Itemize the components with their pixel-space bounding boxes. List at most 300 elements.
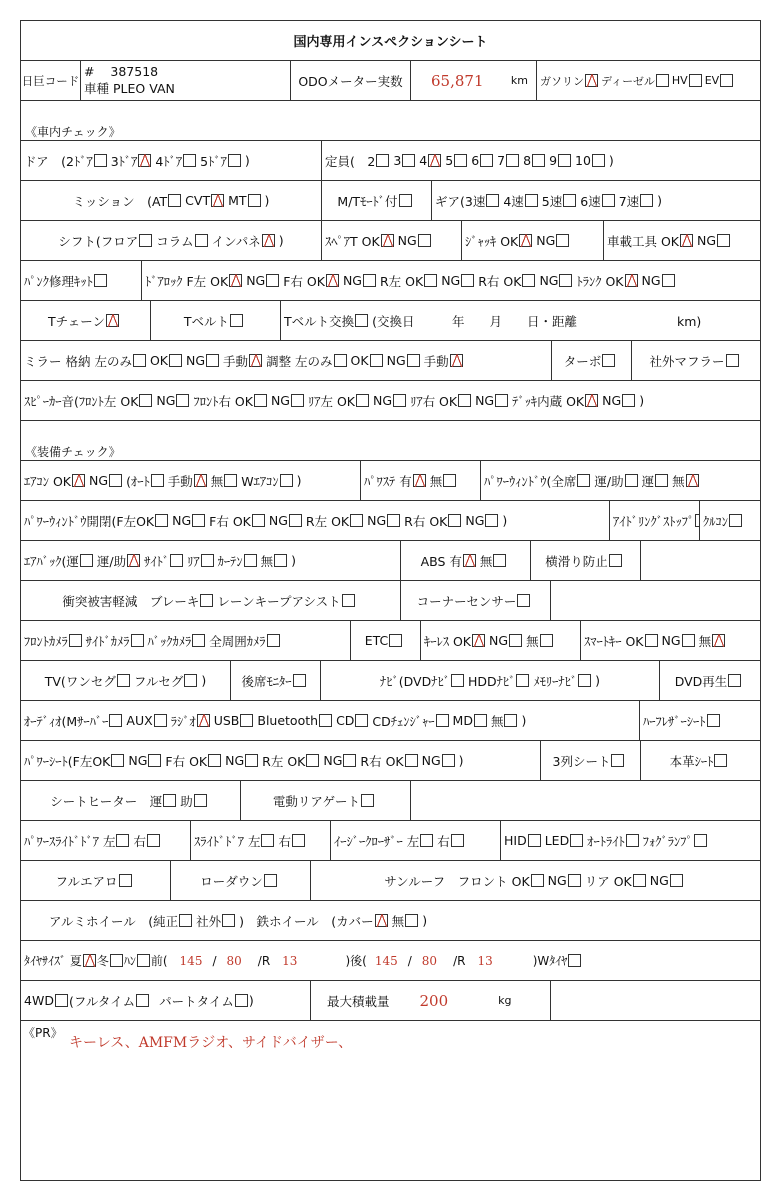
option-label: AUX	[126, 713, 153, 728]
checkbox[interactable]	[563, 194, 576, 207]
option-label: レーンキープアシスト	[217, 593, 341, 609]
checkbox[interactable]	[267, 634, 280, 647]
option-label: ｻｲﾄﾞ	[144, 553, 170, 569]
checkbox[interactable]	[222, 914, 235, 927]
tire-row	[21, 941, 760, 981]
fuel-option-label: ガソリン	[540, 74, 584, 88]
pr-text: キーレス、AMFMラジオ、サイドバイザー、	[69, 1035, 353, 1051]
checkbox[interactable]	[319, 714, 332, 727]
checkbox[interactable]	[405, 914, 418, 927]
checkbox[interactable]	[577, 474, 590, 487]
option-label: ミラー 格納 左のみ	[24, 353, 132, 369]
checklist-cell	[21, 861, 171, 900]
checked-checkbox[interactable]	[194, 474, 207, 487]
checkbox[interactable]	[707, 714, 720, 727]
checkbox[interactable]	[405, 754, 418, 767]
checkbox[interactable]	[342, 594, 355, 607]
rear-tire-width: 145	[374, 953, 398, 968]
checkbox[interactable]	[694, 834, 707, 847]
checkbox[interactable]	[155, 514, 168, 527]
fuel-3-checkbox[interactable]	[720, 74, 733, 87]
checkbox[interactable]	[194, 794, 207, 807]
checkbox[interactable]	[206, 354, 219, 367]
option-label: 無	[391, 913, 405, 929]
checkbox[interactable]	[306, 754, 319, 767]
checklist-row	[21, 781, 760, 821]
checkbox[interactable]	[208, 754, 221, 767]
checkbox[interactable]	[94, 154, 107, 167]
checkbox[interactable]	[376, 154, 389, 167]
checkbox[interactable]	[670, 874, 683, 887]
checkbox[interactable]	[200, 594, 213, 607]
option-label: 5速	[541, 193, 563, 209]
checklist-cell	[641, 741, 760, 780]
option-label: ) 鉄ホイール (カバー	[239, 913, 374, 929]
checkbox[interactable]	[645, 634, 658, 647]
checkbox[interactable]	[245, 754, 258, 767]
option-label: 右	[133, 833, 146, 849]
option-label: R左 OK	[262, 753, 306, 769]
option-label: 本革ｼｰﾄ	[669, 753, 714, 769]
option-label: ﾊﾟﾝｸ修理ｷｯﾄ	[24, 273, 93, 289]
option-label: )	[502, 513, 508, 528]
checklist-cell	[581, 621, 760, 660]
checkbox[interactable]	[662, 274, 675, 287]
checkbox[interactable]	[558, 154, 571, 167]
checklist-cell	[551, 581, 760, 620]
option-label: 電動リアゲート	[272, 793, 361, 809]
checkbox[interactable]	[493, 554, 506, 567]
checkbox[interactable]	[109, 474, 122, 487]
option-label: ミッション (AT	[72, 193, 168, 209]
checkbox[interactable]	[292, 834, 305, 847]
checked-checkbox[interactable]	[262, 234, 275, 247]
option-label: 6	[471, 153, 480, 168]
checked-checkbox[interactable]	[138, 154, 151, 167]
empty-cell	[551, 981, 760, 1020]
option-label: 社外	[196, 913, 222, 929]
checkbox[interactable]	[350, 514, 363, 527]
checkbox[interactable]	[244, 554, 257, 567]
checkbox[interactable]	[163, 794, 176, 807]
option-label: NG	[323, 753, 343, 768]
checklist-cell	[660, 661, 760, 700]
checklist-cell	[604, 221, 760, 260]
checked-checkbox[interactable]	[375, 914, 388, 927]
checkbox[interactable]	[570, 834, 583, 847]
checkbox[interactable]	[356, 394, 369, 407]
checked-checkbox[interactable]	[472, 634, 485, 647]
option-label: 右	[437, 833, 450, 849]
option-label: 無	[479, 553, 493, 569]
checkbox[interactable]	[111, 754, 124, 767]
checkbox[interactable]	[517, 594, 530, 607]
checkbox[interactable]	[343, 754, 356, 767]
checked-checkbox[interactable]	[585, 394, 598, 407]
checked-checkbox[interactable]	[381, 234, 394, 247]
checkbox[interactable]	[509, 634, 522, 647]
option-label: 4速	[503, 193, 524, 209]
checklist-cell	[21, 741, 541, 780]
pr-heading: 《PR》	[23, 1026, 63, 1040]
fuel-1-checkbox[interactable]	[656, 74, 669, 87]
option-label: NG	[649, 873, 669, 888]
checked-checkbox[interactable]	[211, 194, 224, 207]
option-label: )	[608, 153, 614, 168]
checkbox[interactable]	[179, 914, 192, 927]
checkbox[interactable]	[147, 834, 160, 847]
checkbox[interactable]	[230, 314, 243, 327]
checkbox[interactable]	[94, 274, 107, 287]
checkbox[interactable]	[532, 154, 545, 167]
option-label: ﾊﾞｯｸｶﾒﾗ	[147, 633, 192, 649]
option-label: ﾌﾛﾝﾄ右 OK	[193, 393, 253, 409]
checkbox[interactable]	[407, 354, 420, 367]
checklist-cell	[462, 221, 604, 260]
checked-checkbox[interactable]	[428, 154, 441, 167]
option-label: ﾊﾟﾜｰｳｨﾝﾄﾞｳ開閉(F左OK	[24, 513, 155, 529]
fulltime-label: (フルタイム	[68, 993, 136, 1009]
option-label: 衝突被害軽減 ブレーキ	[62, 593, 200, 609]
option-label: LED	[544, 833, 570, 848]
checkbox[interactable]	[525, 194, 538, 207]
checkbox[interactable]	[131, 634, 144, 647]
rear-tire-label: )後(	[345, 954, 367, 968]
checkbox[interactable]	[169, 354, 182, 367]
checkbox[interactable]	[201, 554, 214, 567]
checkbox[interactable]	[611, 754, 624, 767]
checked-checkbox[interactable]	[519, 234, 532, 247]
option-label: フルセグ	[133, 673, 184, 689]
checked-checkbox[interactable]	[72, 474, 85, 487]
summer-tire-checkbox[interactable]	[83, 954, 96, 967]
option-label: 調整 左のみ	[266, 353, 333, 369]
checkbox[interactable]	[578, 674, 591, 687]
han-tire-checkbox[interactable]	[137, 954, 150, 967]
checkbox[interactable]	[442, 754, 455, 767]
fuel-2-checkbox[interactable]	[689, 74, 702, 87]
checklist-cell	[481, 461, 760, 500]
checkbox[interactable]	[461, 274, 474, 287]
option-label: ターボ	[563, 353, 602, 369]
checked-checkbox[interactable]	[450, 354, 463, 367]
checkbox[interactable]	[424, 274, 437, 287]
front-tire-label: 前(	[150, 954, 168, 968]
checked-checkbox[interactable]	[680, 234, 693, 247]
checkbox[interactable]	[370, 354, 383, 367]
option-label: )	[657, 193, 663, 208]
checkbox[interactable]	[387, 514, 400, 527]
checklist-row	[21, 181, 760, 221]
checkbox[interactable]	[602, 194, 615, 207]
option-label: 助	[180, 793, 193, 809]
checkbox[interactable]	[119, 874, 132, 887]
checkbox[interactable]	[133, 354, 146, 367]
section-interior-heading: 《車内チェック》	[25, 125, 121, 139]
checkbox[interactable]	[280, 474, 293, 487]
checkbox[interactable]	[625, 474, 638, 487]
checklist-row	[21, 821, 760, 861]
checked-checkbox[interactable]	[625, 274, 638, 287]
checkbox[interactable]	[402, 154, 415, 167]
checkbox[interactable]	[451, 834, 464, 847]
checkbox[interactable]	[228, 154, 241, 167]
checkbox[interactable]	[516, 674, 529, 687]
checkbox[interactable]	[274, 554, 287, 567]
checkbox[interactable]	[480, 154, 493, 167]
fulltime-checkbox[interactable]	[136, 994, 149, 1007]
checkbox[interactable]	[240, 714, 253, 727]
checklist-row	[21, 141, 760, 181]
checklist-cell	[21, 821, 191, 860]
option-label: ﾊﾟﾜｽﾃ 有	[364, 473, 412, 489]
option-label: NG	[547, 873, 567, 888]
checkbox[interactable]	[504, 714, 517, 727]
checkbox[interactable]	[531, 874, 544, 887]
checkbox[interactable]	[355, 714, 368, 727]
checkbox[interactable]	[451, 674, 464, 687]
checkbox[interactable]	[485, 514, 498, 527]
checkbox[interactable]	[389, 634, 402, 647]
tire-size-label: ﾀｲﾔｻｲｽﾞ 夏	[24, 954, 82, 968]
option-label: NG	[373, 393, 393, 408]
checkbox[interactable]	[69, 634, 82, 647]
checklist-cell	[241, 781, 411, 820]
checkbox[interactable]	[254, 394, 267, 407]
checkbox[interactable]	[148, 754, 161, 767]
checkbox[interactable]	[540, 634, 553, 647]
front-rim-label: /R	[257, 953, 271, 968]
winter-tire-label: 冬	[96, 954, 109, 968]
option-label: NG	[421, 753, 441, 768]
checkbox[interactable]	[355, 314, 368, 327]
w-tire-checkbox[interactable]	[568, 954, 581, 967]
checkbox[interactable]	[728, 674, 741, 687]
option-label: ｸﾙｺﾝ	[703, 513, 729, 529]
winter-tire-checkbox[interactable]	[110, 954, 123, 967]
checkbox[interactable]	[139, 394, 152, 407]
option-label: ﾘｱ左 OK	[308, 393, 356, 409]
checked-checkbox[interactable]	[712, 634, 725, 647]
checked-checkbox[interactable]	[197, 714, 210, 727]
option-label: R右 OK	[360, 753, 404, 769]
checked-checkbox[interactable]	[413, 474, 426, 487]
checkbox[interactable]	[168, 194, 181, 207]
option-label: ABS 有	[420, 553, 462, 569]
checkbox[interactable]	[729, 514, 742, 527]
checkbox[interactable]	[361, 794, 374, 807]
option-label: USB	[213, 713, 240, 728]
checked-checkbox[interactable]	[229, 274, 242, 287]
checkbox[interactable]	[154, 714, 167, 727]
checkbox[interactable]	[261, 834, 274, 847]
checkbox[interactable]	[80, 554, 93, 567]
checklist-cell	[171, 861, 311, 900]
checkbox[interactable]	[393, 394, 406, 407]
checkbox[interactable]	[109, 714, 122, 727]
checkbox[interactable]	[486, 194, 499, 207]
checkbox[interactable]	[592, 154, 605, 167]
checkbox[interactable]	[454, 154, 467, 167]
option-label: 無	[210, 473, 224, 489]
checkbox[interactable]	[714, 754, 727, 767]
checklist-cell	[191, 821, 331, 860]
odo-label: ODOメーター実数	[291, 61, 411, 100]
checklist-cell	[231, 661, 321, 700]
option-label: 車載工具 OK	[607, 233, 680, 249]
max-load-unit: kg	[498, 994, 512, 1007]
checkbox[interactable]	[399, 194, 412, 207]
checkbox[interactable]	[293, 674, 306, 687]
rear-tire-ratio: 80	[421, 953, 438, 968]
checklist-cell	[281, 301, 760, 340]
checkbox[interactable]	[151, 474, 164, 487]
max-load-cell	[311, 981, 551, 1020]
checkbox[interactable]	[448, 514, 461, 527]
checkbox[interactable]	[264, 874, 277, 887]
checkbox[interactable]	[626, 834, 639, 847]
checkbox[interactable]	[266, 274, 279, 287]
checked-checkbox[interactable]	[463, 554, 476, 567]
code-label: 日巨コード	[21, 61, 81, 100]
checklist-cell	[21, 901, 760, 940]
checkbox[interactable]	[568, 874, 581, 887]
checklist-cell	[541, 741, 641, 780]
checkbox[interactable]	[184, 674, 197, 687]
checked-checkbox[interactable]	[326, 274, 339, 287]
checkbox[interactable]	[192, 514, 205, 527]
option-label: NG	[186, 353, 206, 368]
checkbox[interactable]	[602, 354, 615, 367]
checkbox[interactable]	[117, 674, 130, 687]
option-label: Tベルト	[183, 313, 230, 329]
checklist-cell	[610, 501, 700, 540]
option-label: インパネ	[211, 233, 261, 249]
option-label: )	[244, 153, 250, 168]
checked-checkbox[interactable]	[106, 314, 119, 327]
checkbox[interactable]	[528, 834, 541, 847]
option-label: 運	[641, 473, 655, 489]
checklist-row	[21, 581, 760, 621]
option-label: NG	[641, 273, 661, 288]
checklist-row	[21, 741, 760, 781]
option-label: サンルーフ フロント OK	[384, 873, 530, 889]
checkbox[interactable]	[556, 234, 569, 247]
checkbox[interactable]	[139, 234, 152, 247]
checkbox[interactable]	[559, 274, 572, 287]
checkbox[interactable]	[436, 714, 449, 727]
checkbox[interactable]	[633, 874, 646, 887]
checkbox[interactable]	[474, 714, 487, 727]
checkbox[interactable]	[192, 634, 205, 647]
option-label: ﾊﾟﾜｰｳｨﾝﾄﾞｳ(全席	[484, 473, 577, 489]
checkbox[interactable]	[224, 474, 237, 487]
checklist-cell	[21, 301, 151, 340]
parttime-checkbox[interactable]	[235, 994, 248, 1007]
option-label: ﾊｰﾌﾚｻﾞｰｼｰﾄ	[643, 713, 706, 729]
option-label: 横滑り防止	[545, 553, 608, 569]
odo-unit: km	[510, 74, 528, 87]
option-label: NG	[128, 753, 148, 768]
checkbox[interactable]	[655, 474, 668, 487]
option-label: NG	[225, 753, 245, 768]
checkbox[interactable]	[176, 394, 189, 407]
checkbox[interactable]	[443, 474, 456, 487]
checklist-cell	[21, 181, 322, 220]
option-label: )	[458, 753, 464, 768]
option-label: MD	[452, 713, 473, 728]
checked-checkbox[interactable]	[686, 474, 699, 487]
checkbox[interactable]	[363, 274, 376, 287]
checklist-cell	[501, 821, 760, 860]
option-label: ｽﾍﾟｱT OK	[325, 233, 380, 249]
checkbox[interactable]	[522, 274, 535, 287]
checkbox[interactable]	[289, 514, 302, 527]
checkbox[interactable]	[248, 194, 261, 207]
four-wd-checkbox[interactable]	[55, 994, 68, 1007]
checkbox[interactable]	[195, 234, 208, 247]
checklist-cell	[632, 341, 760, 380]
checkbox[interactable]	[640, 194, 653, 207]
option-label: 無	[490, 713, 504, 729]
max-load-label: 最大積載量	[327, 993, 390, 1009]
option-label: )	[422, 913, 428, 928]
checkbox[interactable]	[418, 234, 431, 247]
checkbox[interactable]	[170, 554, 183, 567]
checkbox[interactable]	[252, 514, 265, 527]
rear-tire-slash: /	[407, 953, 412, 968]
checklist-row	[21, 541, 760, 581]
checkbox[interactable]	[726, 354, 739, 367]
option-label: 3	[393, 153, 402, 168]
front-tire-slash: /	[212, 953, 217, 968]
checkbox[interactable]	[609, 554, 622, 567]
option-label: ｻｲﾄﾞｶﾒﾗ	[85, 633, 130, 649]
checkbox[interactable]	[506, 154, 519, 167]
checked-checkbox[interactable]	[127, 554, 140, 567]
checked-checkbox[interactable]	[249, 354, 262, 367]
option-label: ﾒﾓﾘｰﾅﾋﾞ	[533, 673, 578, 689]
option-label: NG	[475, 393, 495, 408]
option-label: ﾗｼﾞｵ	[170, 713, 196, 729]
checkbox[interactable]	[622, 394, 635, 407]
option-label: R右 OK	[404, 513, 448, 529]
fuel-option-label: ディーゼル	[601, 74, 655, 88]
four-wd-label: 4WD	[24, 993, 54, 1008]
checkbox[interactable]	[183, 154, 196, 167]
option-label: F右 OK	[283, 273, 325, 289]
checkbox[interactable]	[291, 394, 304, 407]
checklist-row	[21, 221, 760, 261]
option-label: NG	[246, 273, 266, 288]
fuel-0-checkbox[interactable]	[585, 74, 598, 87]
checkbox[interactable]	[458, 394, 471, 407]
checkbox[interactable]	[495, 394, 508, 407]
checklist-row	[21, 701, 760, 741]
checklist-cell	[21, 461, 361, 500]
checkbox[interactable]	[116, 834, 129, 847]
checkbox[interactable]	[682, 634, 695, 647]
checklist-cell	[640, 701, 760, 740]
checkbox[interactable]	[717, 234, 730, 247]
checklist-cell	[142, 261, 760, 300]
option-label: ﾌｫｸﾞﾗﾝﾌﾟ	[642, 833, 693, 849]
option-label: Tチェーン	[47, 313, 105, 329]
header-row	[21, 61, 760, 101]
checkbox[interactable]	[420, 834, 433, 847]
checkbox[interactable]	[334, 354, 347, 367]
checklist-cell	[432, 181, 760, 220]
